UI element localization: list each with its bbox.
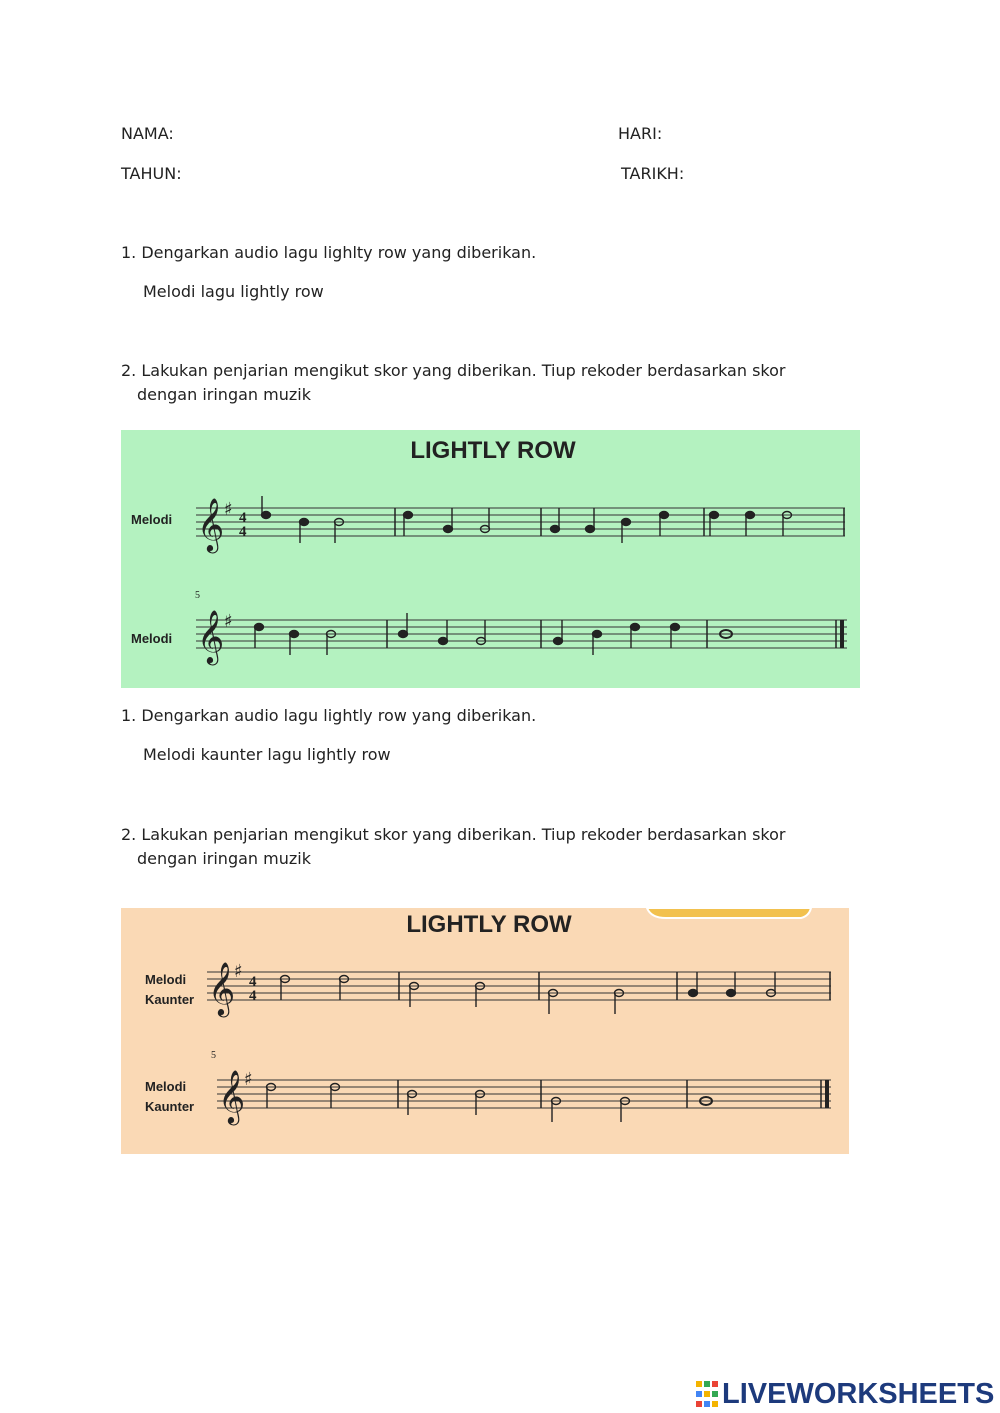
treble-clef-icon: 𝄞 — [197, 497, 225, 551]
measure-number: 5 — [195, 590, 200, 601]
score-kaunter-svg — [121, 908, 849, 1154]
staff-label: Melodi — [145, 972, 187, 987]
decorative-tag-icon — [647, 908, 811, 918]
treble-clef-icon: 𝄞 — [218, 1069, 246, 1123]
staff-label: Melodi — [145, 1079, 187, 1094]
time-signature-top: 4 — [239, 510, 247, 526]
brand-name: LIVEWORKSHEETS — [722, 1377, 995, 1410]
score-image-melodi — [121, 430, 860, 688]
score-melodi-svg — [121, 430, 860, 688]
score-title: LIGHTLY ROW — [406, 911, 572, 938]
staff-label: Kaunter — [145, 992, 195, 1007]
sharp-icon: ♯ — [224, 611, 233, 632]
sharp-icon: ♯ — [234, 961, 243, 982]
tarikh-label: TARIKH: — [621, 164, 685, 183]
time-signature-top: 4 — [249, 974, 257, 990]
time-signature-bottom: 4 — [249, 988, 257, 1004]
staff-label: Melodi — [131, 631, 173, 646]
hari-label: HARI: — [618, 124, 663, 143]
section2-question1-sub: Melodi kaunter lagu lightly row — [143, 745, 391, 764]
section2-question2-line2: dengan iringan muzik — [137, 849, 311, 868]
score-background — [121, 430, 860, 688]
sharp-icon: ♯ — [244, 1069, 253, 1090]
liveworksheets-icon — [696, 1381, 718, 1407]
treble-clef-icon: 𝄞 — [208, 961, 236, 1015]
sharp-icon: ♯ — [224, 499, 233, 520]
section1-question1-sub: Melodi lagu lightly row — [143, 282, 324, 301]
section2-question1: 1. Dengarkan audio lagu lightly row yang diberikan. — [121, 706, 537, 725]
section2-question2-line1: 2. Lakukan penjarian mengikut skor yang diberikan. Tiup rekoder berdasarkan skor — [121, 825, 786, 844]
score-title: LIGHTLY ROW — [410, 437, 576, 464]
time-signature-bottom: 4 — [239, 524, 247, 540]
measure-number: 5 — [211, 1050, 216, 1061]
staff-label: Melodi — [131, 512, 173, 527]
section1-question1: 1. Dengarkan audio lagu lighlty row yang diberikan. — [121, 243, 537, 262]
score-image-melodi-kaunter — [121, 908, 849, 1154]
section1-question2-line1: 2. Lakukan penjarian mengikut skor yang diberikan. Tiup rekoder berdasarkan skor — [121, 361, 786, 380]
tahun-label: TAHUN: — [121, 164, 182, 183]
liveworksheets-logo — [696, 1378, 994, 1410]
section1-question2-line2: dengan iringan muzik — [137, 385, 311, 404]
staff-label: Kaunter — [145, 1099, 195, 1114]
treble-clef-icon: 𝄞 — [197, 609, 225, 663]
nama-label: NAMA: — [121, 124, 174, 143]
